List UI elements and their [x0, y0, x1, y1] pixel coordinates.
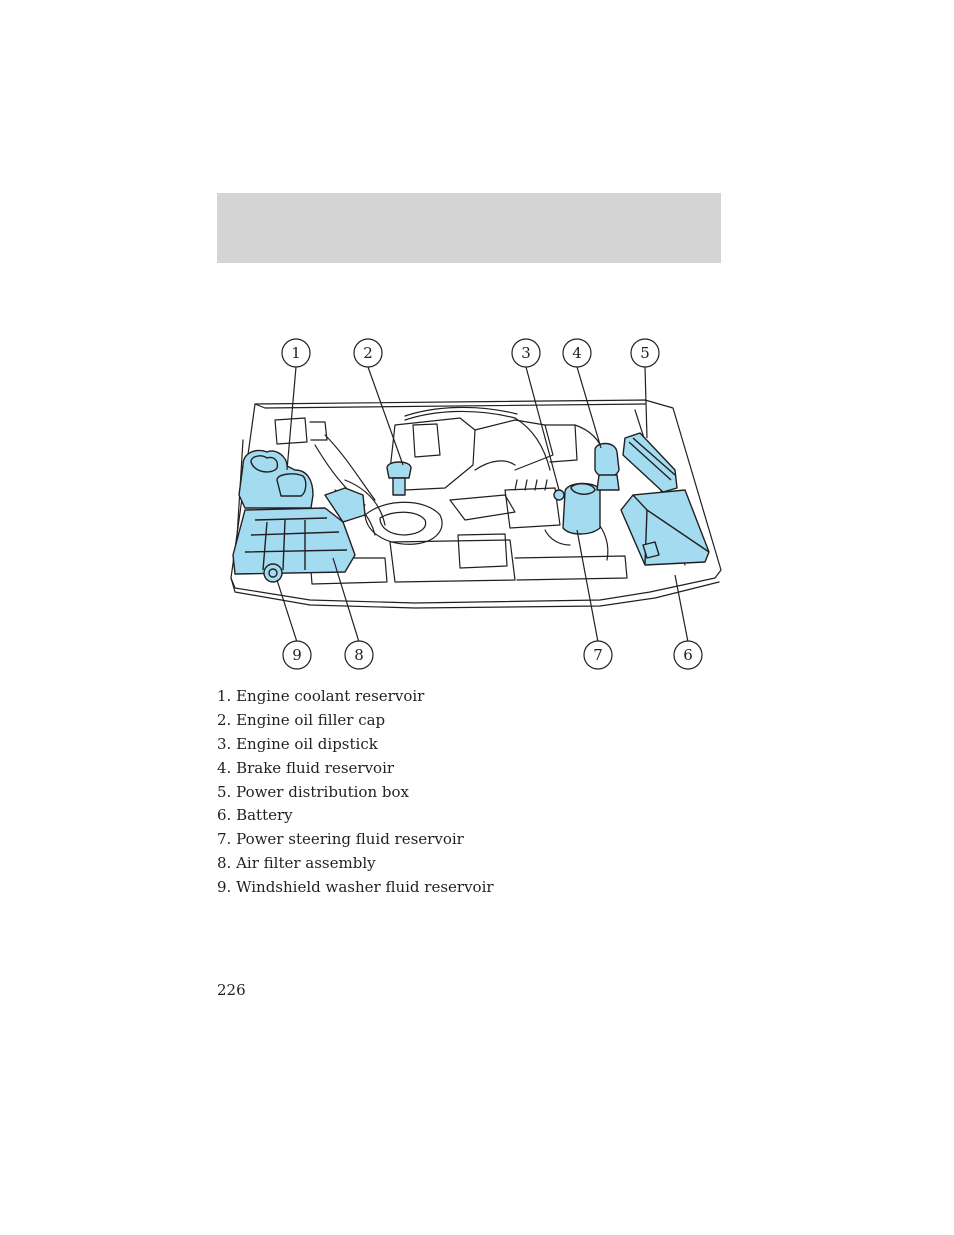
- callout-label-3: 3: [521, 344, 531, 362]
- section-header-band: [217, 193, 721, 263]
- callout-label-4: 4: [572, 344, 582, 362]
- leader-line-4: [577, 367, 601, 448]
- legend-item: 7. Power steering fluid reservoir: [217, 830, 464, 849]
- callout-label-2: 2: [363, 344, 373, 362]
- power-distribution-box-shape: [623, 433, 677, 492]
- intake-pulley: [365, 502, 442, 544]
- callout-label-6: 6: [683, 646, 693, 664]
- legend-item: 2. Engine oil filler cap: [217, 710, 386, 729]
- leader-line-3: [526, 367, 559, 490]
- component-legend: [217, 686, 717, 901]
- legend-item: 3. Engine oil dipstick: [217, 734, 378, 753]
- label-plate: [458, 534, 507, 568]
- brake-reservoir-shape: [595, 444, 619, 478]
- leader-line-7: [577, 530, 598, 642]
- page-number: 226: [217, 981, 246, 999]
- callout-label-5: 5: [640, 344, 650, 362]
- leader-line-5: [645, 367, 647, 438]
- legend-item: 8. Air filter assembly: [217, 854, 376, 873]
- leader-line-2: [368, 367, 403, 465]
- legend-item: 9. Windshield washer fluid reservoir: [217, 878, 494, 897]
- oil-filler-cap-shape: [387, 462, 411, 478]
- callout-label-9: 9: [292, 646, 302, 664]
- engine-compartment-diagram: [215, 330, 735, 680]
- legend-item: 4. Brake fluid reservoir: [217, 758, 395, 777]
- callout-label-7: 7: [593, 646, 603, 664]
- callout-label-1: 1: [291, 344, 301, 362]
- engine-illustration: [215, 330, 735, 680]
- legend-item: 5. Power distribution box: [217, 782, 409, 801]
- legend-item: 1. Engine coolant reservoir: [217, 687, 425, 705]
- oil-dipstick-shape: [554, 490, 564, 500]
- radiator-cover: [390, 540, 515, 582]
- callout-label-8: 8: [354, 646, 364, 664]
- air-filter-shape: [233, 508, 355, 574]
- battery-shape: [621, 490, 709, 565]
- leader-line-9: [277, 580, 297, 642]
- legend-item: 6. Battery: [217, 806, 293, 825]
